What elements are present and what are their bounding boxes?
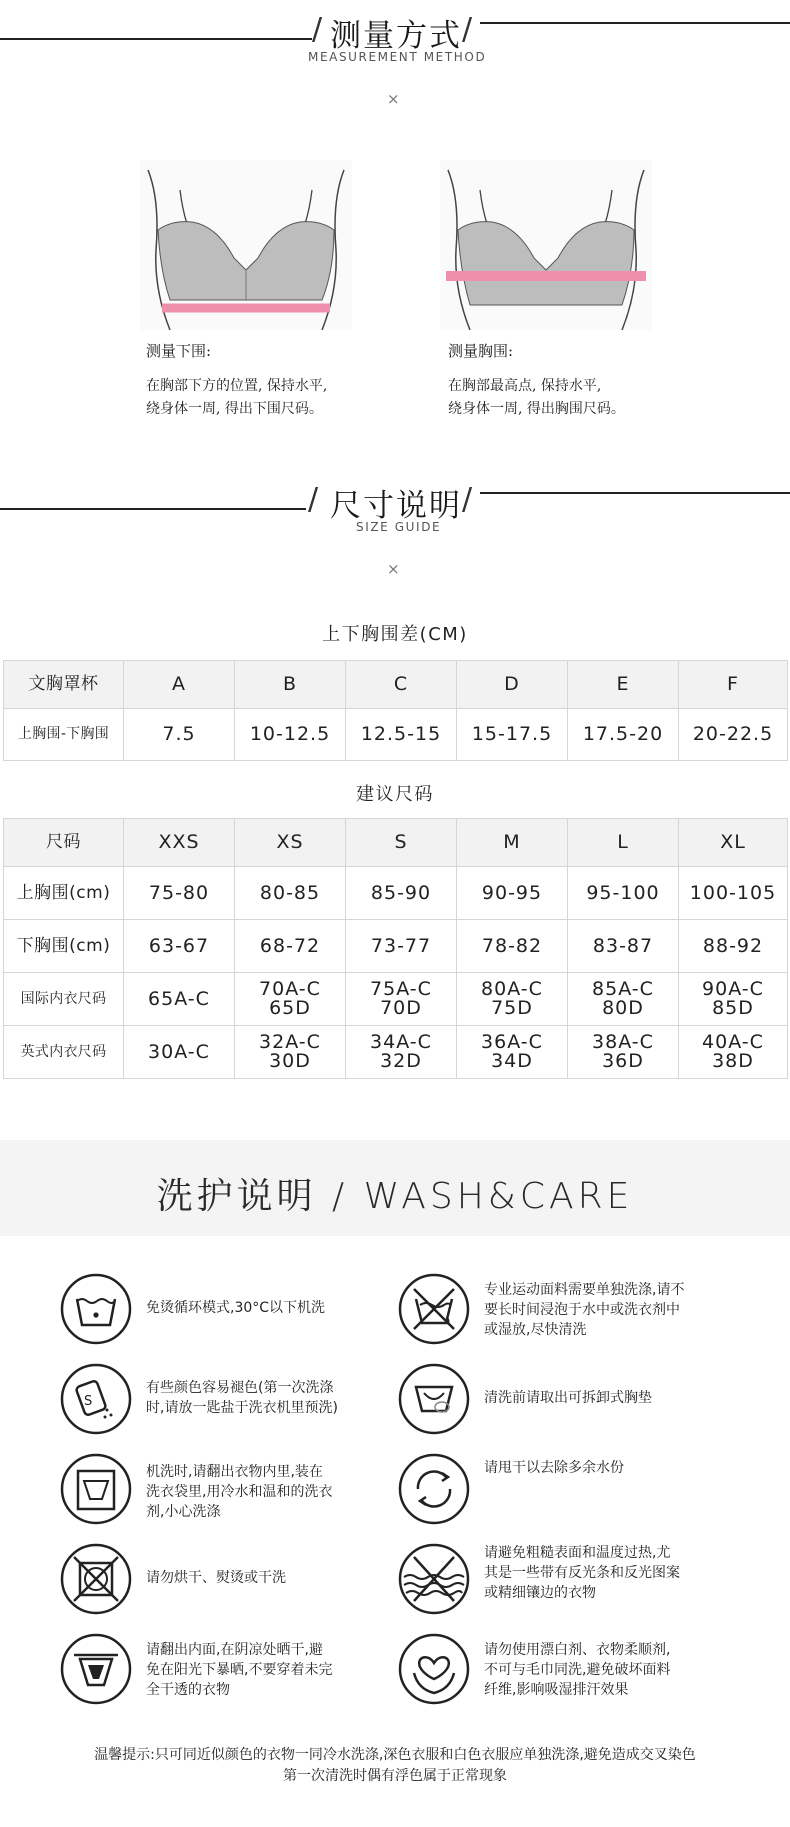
care-line: 其是一些带有反光条和反光图案 (484, 1565, 680, 1581)
size-table-caption: 建议尺码 (356, 784, 434, 805)
care-line: 请翻出内面,在阴凉处晒干,避 (146, 1642, 323, 1658)
cup-table-caption: 上下胸围差(CM) (322, 624, 468, 645)
header-slash: / (462, 12, 473, 47)
table-cell: C (346, 661, 457, 709)
section-subtitle: MEASUREMENT METHOD (308, 50, 487, 64)
size-line-b: 30D (269, 1050, 311, 1072)
size-line-a: 34A-C (370, 1031, 432, 1053)
size-line-a: 32A-C (259, 1031, 321, 1053)
care-line: 剂,小心洗涤 (146, 1504, 221, 1520)
table-cell: L (568, 819, 679, 867)
care-line: 专业运动面料需要单独洗涤,请不 (484, 1282, 685, 1298)
table-cell: 95-100 (568, 867, 679, 920)
table-row (4, 920, 788, 973)
table-row (4, 1026, 788, 1079)
table-cell: 83-87 (568, 920, 679, 973)
size-line-a: 70A-C (259, 978, 321, 1000)
care-line: 请避免粗糙表面和温度过热,尤 (484, 1545, 671, 1561)
care-text (146, 1462, 332, 1522)
size-line-b: 85D (712, 997, 754, 1019)
table-cell: D (457, 661, 568, 709)
section-subtitle: SIZE GUIDE (356, 520, 442, 534)
header-slash: / (462, 482, 473, 517)
header-rule-right (480, 22, 790, 24)
care-line: 洗衣袋里,用冷水和温和的洗衣 (146, 1484, 333, 1500)
header-rule-right (480, 492, 790, 494)
table-row (4, 867, 788, 920)
care-text (484, 1640, 670, 1700)
close-icon: × (387, 90, 400, 108)
table-cell (124, 973, 235, 1026)
table-cell (568, 973, 679, 1026)
table-cell: 88-92 (679, 920, 788, 973)
header-slash: / (312, 12, 323, 47)
table-header-row (4, 661, 788, 709)
table-cell: 7.5 (124, 709, 235, 761)
care-text (484, 1388, 652, 1408)
table-cell: 80-85 (235, 867, 346, 920)
care-text (146, 1378, 338, 1418)
size-guide-header (0, 480, 790, 540)
care-text (146, 1640, 332, 1700)
close-icon: × (387, 560, 400, 578)
table-cell: 90-95 (457, 867, 568, 920)
table-cell: 上胸围-下胸围 (4, 709, 124, 761)
size-line-a: 75A-C (370, 978, 432, 1000)
table-cell: 17.5-20 (568, 709, 679, 761)
table-cell: 63-67 (124, 920, 235, 973)
size-line-b: 36D (602, 1050, 644, 1072)
table-cell (124, 1026, 235, 1079)
care-line: 要长时间浸泡于水中或洗衣剂中 (484, 1302, 680, 1318)
no-bleach-icon (398, 1633, 470, 1705)
size-line-b: 38D (712, 1050, 754, 1072)
footer-note (0, 1745, 790, 1787)
care-line: 清洗前请取出可拆卸式胸垫 (484, 1390, 652, 1406)
care-line: 或精细镶边的衣物 (484, 1585, 596, 1601)
table-cell (346, 1026, 457, 1079)
size-line-a: 38A-C (592, 1031, 654, 1053)
no-rough-surface-icon (398, 1543, 470, 1615)
bust-illustration (440, 160, 652, 330)
size-line-a: 36A-C (481, 1031, 543, 1053)
section-title: 尺寸说明 (330, 488, 462, 524)
table-cell: XS (235, 819, 346, 867)
table-cell (679, 1026, 788, 1079)
size-line-b: 34D (491, 1050, 533, 1072)
table-cell: 12.5-15 (346, 709, 457, 761)
table-cell: E (568, 661, 679, 709)
table-cell (235, 1026, 346, 1079)
header-rule-left (0, 508, 306, 510)
section-title: 测量方式 (330, 18, 462, 54)
table-cell: 文胸罩杯 (4, 661, 124, 709)
table-cell (568, 1026, 679, 1079)
size-line-a: 90A-C (702, 978, 764, 1000)
no-soak-icon (398, 1273, 470, 1345)
care-line: 或湿放,尽快清洗 (484, 1322, 587, 1338)
care-text (484, 1280, 684, 1340)
care-line: 有些颜色容易褪色(第一次洗涤 (146, 1380, 334, 1396)
table-cell: XL (679, 819, 788, 867)
care-line: 请甩干以去除多余水份 (484, 1460, 624, 1476)
care-line: 请勿烘干、熨烫或干洗 (146, 1570, 286, 1586)
under-bust-instructions (146, 340, 327, 421)
under-bust-illustration (140, 160, 352, 330)
care-text (484, 1543, 680, 1603)
care-line: 全干透的衣物 (146, 1682, 230, 1698)
care-text (484, 1458, 624, 1478)
care-line: 不可与毛巾同洗,避免破坏面料 (484, 1662, 671, 1678)
care-text (146, 1568, 286, 1588)
table-cell: 国际内衣尺码 (4, 973, 124, 1026)
care-line: 免在阳光下暴晒,不要穿着未完 (146, 1662, 333, 1678)
table-cell: 15-17.5 (457, 709, 568, 761)
under-bust-label: 测量下围: (146, 342, 212, 360)
care-text (146, 1298, 325, 1318)
table-header-row (4, 819, 788, 867)
size-line-a: 40A-C (702, 1031, 764, 1053)
table-cell: 73-77 (346, 920, 457, 973)
table-cell: 100-105 (679, 867, 788, 920)
size-line-b: 32D (380, 1050, 422, 1072)
table-cell (346, 973, 457, 1026)
size-line-b: 65D (269, 997, 311, 1019)
wash-tub-30-icon (60, 1273, 132, 1345)
table-cell: 英式内衣尺码 (4, 1026, 124, 1079)
table-cell (457, 973, 568, 1026)
table-cell: M (457, 819, 568, 867)
under-bust-line1: 在胸部下方的位置, 保持水平, (146, 378, 328, 394)
header-slash: / (308, 482, 319, 517)
footer-line1: 温馨提示:只可同近似颜色的衣物一同冷水洗涤,深色衣服和白色衣服应单独洗涤,避免造成交叉染色 (94, 1747, 696, 1763)
table-cell: 尺码 (4, 819, 124, 867)
table-cell (457, 1026, 568, 1079)
care-line: 纤维,影响吸湿排汗效果 (484, 1682, 629, 1698)
care-line: 时,请放一匙盐于洗衣机里预洗) (146, 1400, 338, 1416)
table-cell (235, 973, 346, 1026)
wash-care-title: 洗护说明 / WASH&CARE (156, 1176, 634, 1217)
laundry-bag-icon (60, 1453, 132, 1525)
size-table (3, 818, 788, 1079)
spin-dry-icon (398, 1453, 470, 1525)
no-tumble-dry-icon (60, 1543, 132, 1615)
bust-line1: 在胸部最高点, 保持水平, (448, 378, 602, 394)
care-line: 请勿使用漂白剂、衣物柔顺剂, (484, 1642, 671, 1658)
table-cell: F (679, 661, 788, 709)
table-cell: 10-12.5 (235, 709, 346, 761)
remove-pad-icon (398, 1363, 470, 1435)
table-cell: XXS (124, 819, 235, 867)
table-cell (679, 973, 788, 1026)
footer-line2: 第一次清洗时偶有浮色属于正常现象 (283, 1768, 507, 1784)
measurement-header (0, 10, 790, 70)
table-cell: 68-72 (235, 920, 346, 973)
table-cell: 20-22.5 (679, 709, 788, 761)
size-line-a: 65A-C (148, 987, 210, 1010)
bust-instructions (448, 340, 625, 421)
bust-line2: 绕身体一周, 得出胸围尺码。 (448, 401, 625, 417)
table-row (4, 973, 788, 1026)
size-line-b: 80D (602, 997, 644, 1019)
cup-table (3, 660, 788, 761)
shade-dry-icon (60, 1633, 132, 1705)
size-line-b: 75D (491, 997, 533, 1019)
size-line-a: 80A-C (481, 978, 543, 1000)
size-line-b: 70D (380, 997, 422, 1019)
table-cell: B (235, 661, 346, 709)
table-cell: A (124, 661, 235, 709)
svg-text:S: S (84, 1394, 93, 1409)
under-bust-line2: 绕身体一周, 得出下围尺码。 (146, 401, 323, 417)
table-cell: 下胸围(cm) (4, 920, 124, 973)
table-cell: 上胸围(cm) (4, 867, 124, 920)
care-line: 机洗时,请翻出衣物内里,装在 (146, 1464, 323, 1480)
table-cell: 75-80 (124, 867, 235, 920)
table-row (4, 709, 788, 761)
wash-care-banner (0, 1140, 790, 1236)
table-cell: 78-82 (457, 920, 568, 973)
table-cell: 85-90 (346, 867, 457, 920)
care-line: 免烫循环模式,30°C以下机洗 (146, 1300, 326, 1316)
header-rule-left (0, 38, 312, 40)
bust-label: 测量胸围: (448, 342, 514, 360)
size-line-a: 30A-C (148, 1040, 210, 1063)
salt-shaker-icon (60, 1363, 132, 1435)
table-cell: S (346, 819, 457, 867)
size-line-a: 85A-C (592, 978, 654, 1000)
